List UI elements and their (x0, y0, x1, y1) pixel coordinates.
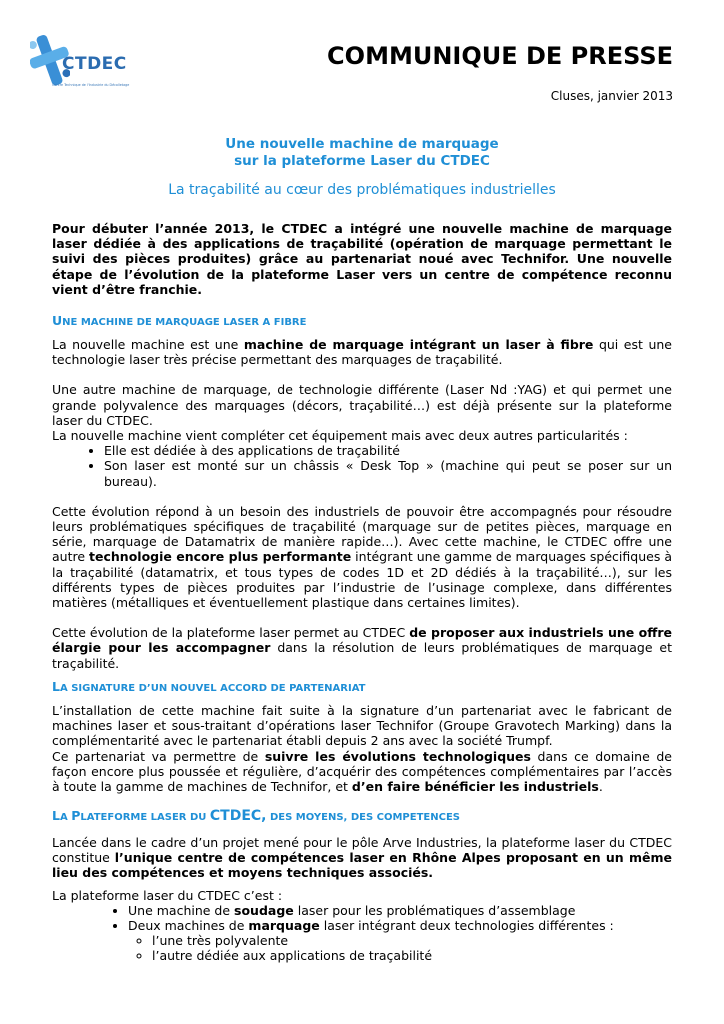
emphasis: technologie encore plus performante (89, 549, 352, 565)
section2-title (52, 679, 365, 694)
text: Une machine de (128, 902, 235, 918)
emphasis: l’unique centre de compétences laser en Rhône Alpes proposant en un même lieu des compétences et moyens techniques associés. (52, 850, 672, 881)
page-title: COMMUNIQUE DE PRESSE (327, 42, 673, 70)
title-part: LATEFORME LASER DU (80, 812, 210, 823)
section2-body (52, 703, 672, 794)
section1-title-initial: U (52, 313, 63, 328)
list-item: • Son laser est monté sur un châssis « Desk Top » (machine qui peut se poser sur un bureau). (104, 458, 672, 488)
list-item (128, 903, 672, 918)
section3-bullets (52, 903, 672, 964)
section2-p1: L’installation de cette machine fait suite à la signature d’un partenariat avec le fabricant de machines laser et sous-traitant d’opérations laser Technifor (Groupe Gravotech Marking) dans la complémentarité avec le partenariat établi depuis 2 ans avec la société Trumpf. (52, 703, 672, 749)
text: Ce partenariat va permettre de (52, 748, 265, 764)
list-item: • Elle est dédiée à des applications de traçabilité (104, 443, 672, 458)
section2-title-rest: A SIGNATURE D’UN NOUVEL ACCORD DE PARTENARIAT (59, 683, 366, 694)
section3-p1 (52, 835, 672, 881)
section1-p1 (52, 337, 672, 367)
text: laser intégrant deux technologies différentes : (319, 918, 614, 934)
section1-p5 (52, 625, 672, 671)
title-part: DES MOYENS, DES COMPETENCES (266, 812, 460, 823)
sub-list (128, 933, 672, 963)
logo-subtitle: Centre Technique de l'Industrie du Décolletage (52, 83, 130, 87)
headline-line1: Une nouvelle machine de marquage (225, 136, 499, 152)
section2-p2 (52, 749, 672, 795)
text: Lancée dans le cadre d’un projet mené pour le pôle Arve Industries, la plateforme laser du CTDEC constitue (52, 835, 672, 866)
text: La nouvelle machine est une (52, 337, 244, 352)
headline-subtitle: La traçabilité au cœur des problématiques industrielles (168, 182, 556, 198)
emphasis: soudage (234, 902, 294, 918)
title-part: L (52, 808, 60, 823)
logo-name: CTDEC (62, 54, 127, 74)
emphasis: de proposer aux industriels une offre élargie pour les accompagner (52, 625, 672, 656)
title-part: A (59, 812, 72, 823)
sub-list-item: ◦ l’autre dédiée aux applications de traçabilité (152, 948, 672, 963)
emphasis: machine de marquage intégrant un laser à fibre (243, 337, 594, 352)
emphasis: marquage (248, 918, 320, 934)
emphasis: d’en faire bénéficier les industriels (351, 779, 599, 795)
section1-p4 (52, 504, 672, 610)
intro-paragraph: Pour débuter l’année 2013, le CTDEC a intégré une nouvelle machine de marquage laser dédiée à des applications de traçabilité (opération de marquage permettant le suivi des pièces produites) grâce au partenariat noué avec Technifor. Une nouvelle étape de l’évolution de la plateforme Laser vers un centre de compétence reconnu vient d’être franchie. (52, 221, 672, 297)
text: qui est une technologie laser très précise permettant des marquages de traçabilité. (52, 337, 672, 368)
text: laser pour les problématiques d’assemblage (293, 902, 576, 918)
text: Cette évolution répond à un besoin des industriels de pouvoir être accompagnés pour résoudre leurs problématiques spécifiques de traçabilité (marquage sur de petites pièces, marquage en série, marquage de Datamatrix de manière rapide…). Avec cette machine, le CTDEC offre une autre (52, 503, 672, 565)
title-part: CTDEC, (209, 808, 267, 824)
section3-title (52, 808, 460, 824)
section1-title-rest: NE MACHINE DE MARQUAGE LASER A FIBRE (62, 317, 307, 328)
emphasis: suivre les évolutions technologiques (264, 748, 531, 764)
date-line: Cluses, janvier 2013 (550, 89, 673, 103)
text: . (598, 779, 603, 795)
section1-p2: Une autre machine de marquage, de technologie différente (Laser Nd :YAG) et qui permet une grande polyvalence des marquages (décors, traçabilité…) est déjà présente sur la plateforme laser du CTDEC. (52, 382, 672, 428)
section1-bullets (52, 443, 672, 489)
text: dans ce domaine de façon encore plus poussée et régulière, d’acquérir des compétences complémentaires par l’accès à toute la gamme de machines de Technifor, et (52, 748, 672, 795)
section3-body (52, 835, 672, 964)
section3-p2: La plateforme laser du CTDEC c’est : (52, 887, 283, 903)
intro-block (52, 221, 672, 297)
sub-list-item: ◦ l’une très polyvalente (152, 933, 672, 948)
ctdec-logo (30, 30, 150, 102)
text: Deux machines de (128, 918, 249, 934)
text: dans la résolution de leurs problématiques de marquage et traçabilité. (52, 640, 672, 671)
section1-p3: La nouvelle machine vient compléter cet équipement mais avec deux autres particularités : (52, 428, 628, 444)
title-part: P (71, 808, 81, 823)
list-item (128, 918, 672, 964)
headline-line2: sur la plateforme Laser du CTDEC (234, 153, 490, 169)
section2-title-initial: L (52, 679, 60, 694)
section1-body (52, 337, 672, 671)
text: intégrant une gamme de marquages spécifiques à la traçabilité (datamatrix, et tous types de codes 1D et 2D dédiés à la traçabilité…), sur les différents types de pièces produites par l’industrie de l’usinage complexe, dans différentes matières (métalliques et éventuellement plastique dans certaines limites). (52, 549, 672, 611)
text: Cette évolution de la plateforme laser permet au CTDEC (52, 625, 410, 641)
section1-title (52, 313, 306, 328)
